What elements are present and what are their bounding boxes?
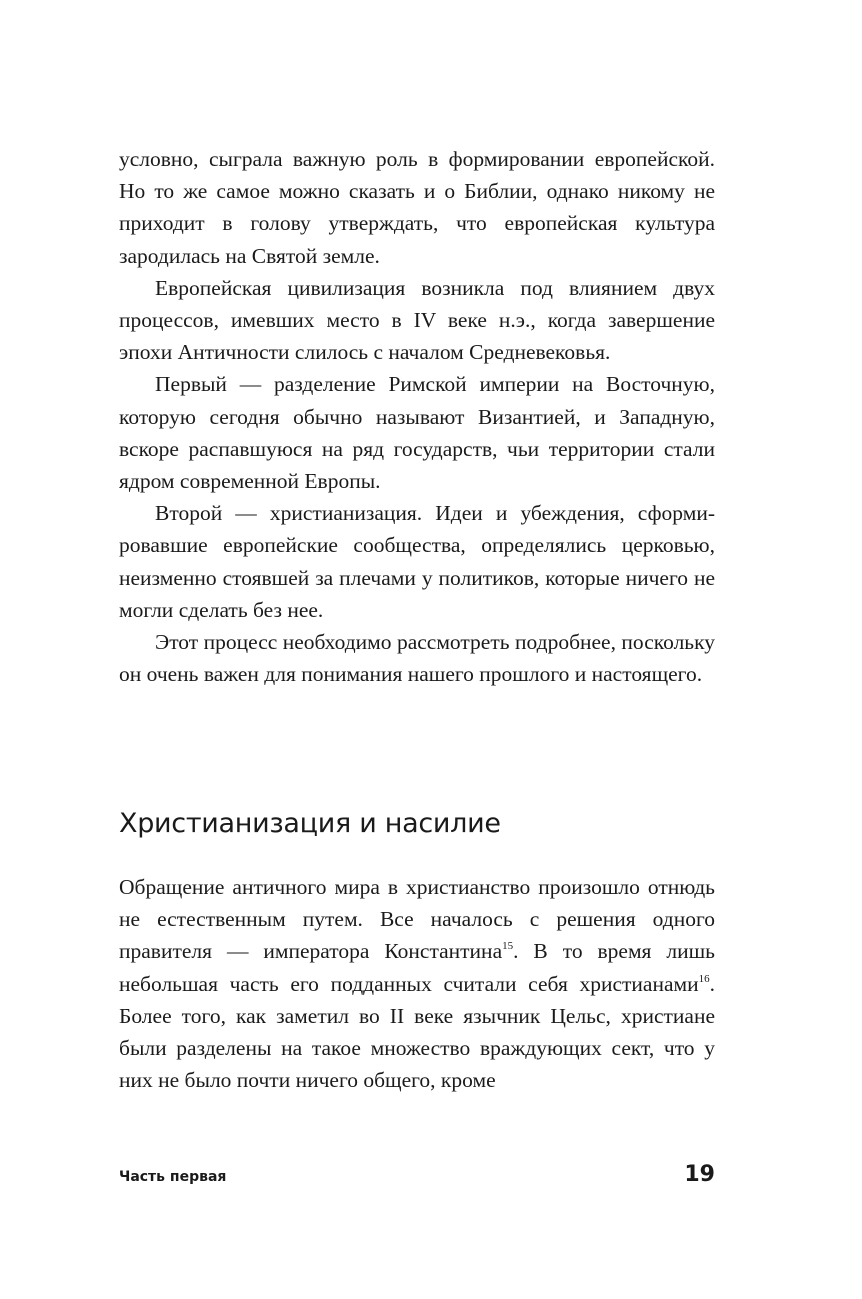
- paragraph-first-process: Первый — разделение Римской империи на Восточную, которую сегодня обычно называют Византией, и Западную, вскоре распавшуюся на ряд государств, чьи территории стали ядром современной Европы.: [119, 372, 715, 494]
- paragraph-text-part-1: Обращение античного мира в христианство произошло отнюдь не естественным путем. Все началось с решения одного правителя — императора Константина: [119, 875, 715, 964]
- paragraph-process-detail: Этот процесс необходимо рассмотреть подробнее, поскольку он очень важен для понимания нашего прошлого и настоящего.: [119, 630, 715, 687]
- page-number: 19: [684, 1162, 715, 1187]
- paragraph-text-part-2: . В то время лишь небольшая часть его подданных считали себя христианами: [119, 939, 715, 996]
- section-heading: Христианизация и насилие: [119, 808, 501, 839]
- paragraph-second-process: Второй — христианизация. Идеи и убеждения, сформировавшие европейские сообщества, определялись церковью, неизменно стоявшей за плечами у политиков, которые ничего не могли сделать без нее.: [119, 501, 715, 622]
- paragraph-continuation: условно, сыграла важную роль в формировании европейской. Но то же самое можно сказать и о Библии, однако никому не приходит в голову утверждать, что европейская культура зародилась на Святой земле.: [119, 147, 715, 268]
- paragraph-text-part-3: . Более того, как заметил во II веке язычник Цельс, христиане были разделены на такое множество враждующих сект, что у них не было почти ничего общего, кроме: [119, 971, 715, 1093]
- running-footer-section: Часть первая: [119, 1169, 227, 1185]
- book-page: [119, 0, 715, 1299]
- paragraph-christianization: [119, 871, 715, 1096]
- paragraph-european-civilization: Европейская цивилизация возникла под влиянием двух процессов, имевших место в IV веке н.э., когда завершение эпохи Античности слилось с началом Средневековья.: [119, 275, 715, 365]
- body-text-after-heading: [119, 871, 715, 1096]
- footnote-ref-16[interactable]: 16: [698, 972, 710, 985]
- footnote-ref-15[interactable]: 15: [502, 940, 514, 953]
- body-text-before-heading: [119, 143, 715, 690]
